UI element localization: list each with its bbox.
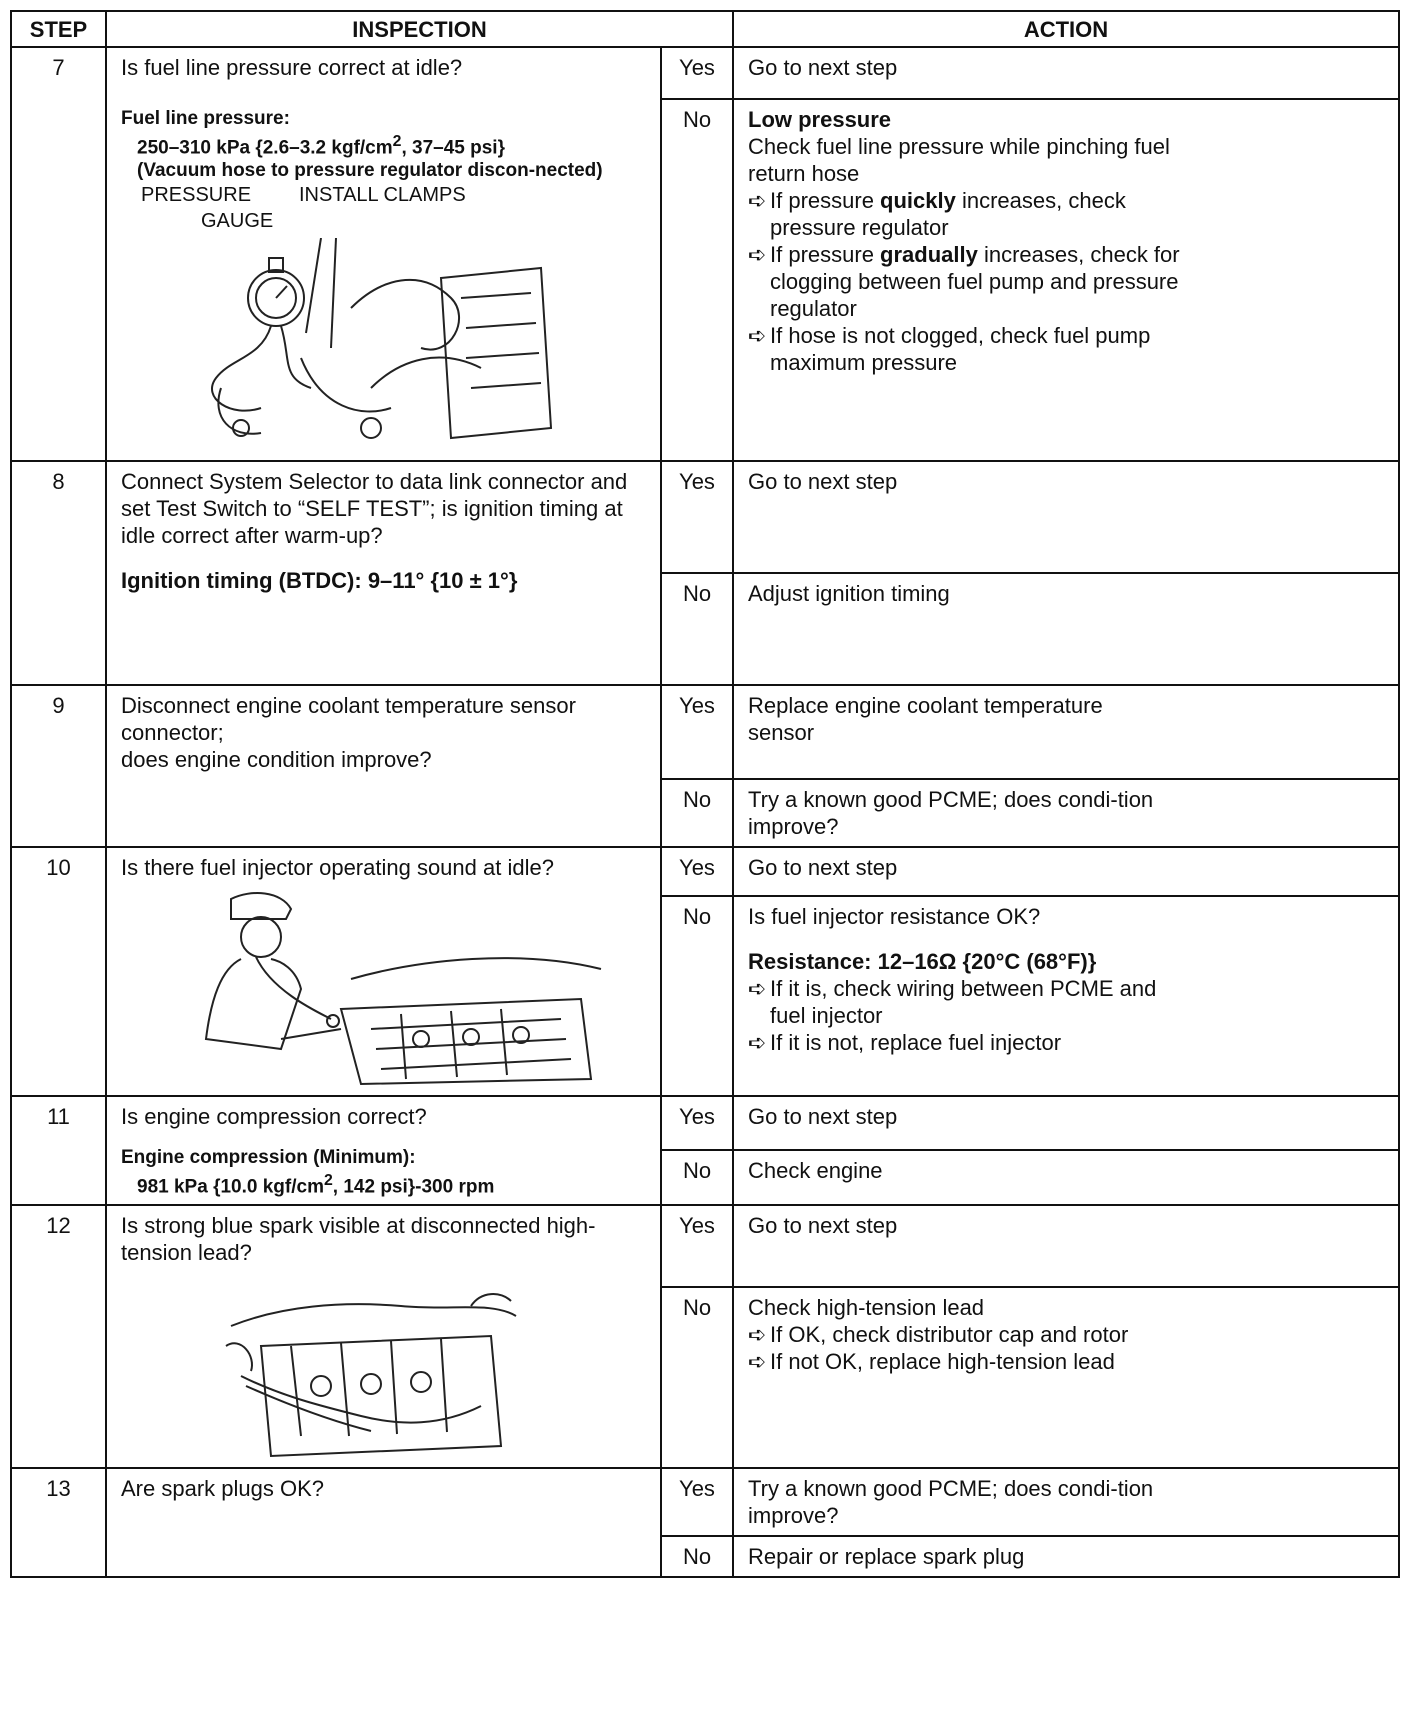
no-label: No: [661, 573, 733, 685]
step-question-2: does engine condition improve?: [121, 747, 432, 772]
action-text: Check fuel line pressure while pinching fuel return hose: [748, 134, 1170, 187]
step-12-yes-action: Go to next step: [733, 1205, 1399, 1287]
action-heading: Low pressure: [748, 107, 892, 133]
step-number: 7: [11, 47, 106, 461]
step-7-inspection: [106, 47, 661, 461]
bullet: ➪ If not OK, replace high-tension lead: [748, 1349, 1115, 1375]
bullet: ➪ If hose is not clogged, check fuel pump maximum pressure: [748, 323, 1151, 376]
step-10-inspection: [106, 847, 661, 1096]
step-8-inspection: [106, 461, 661, 685]
label-pressure: PRESSURE: [141, 184, 252, 207]
spark-lead-illustration: [221, 1286, 521, 1461]
mechanic-stethoscope-illustration: [161, 889, 621, 1089]
step-12-no-action: [733, 1287, 1399, 1468]
yes-label: Yes: [661, 847, 733, 896]
arrow-icon: ➪: [748, 323, 767, 349]
step-8-yes-row: [11, 461, 1399, 573]
spec-block: [121, 1146, 646, 1198]
step-question: Is there fuel injector operating sound at idle?: [121, 855, 554, 880]
bullet: ➪ If it is not, replace fuel injector: [748, 1030, 1062, 1056]
arrow-icon: ➪: [748, 188, 767, 214]
step-number: 12: [11, 1205, 106, 1468]
step-number: 8: [11, 461, 106, 685]
step-13-yes-action: Try a known good PCME; does condi-tion improve?: [733, 1468, 1399, 1536]
step-11-yes-action: Go to next step: [733, 1096, 1399, 1150]
yes-label: Yes: [661, 1205, 733, 1287]
step-number: 13: [11, 1468, 106, 1577]
step-question: Is fuel line pressure correct at idle?: [121, 55, 463, 80]
step-number: 11: [11, 1096, 106, 1205]
arrow-icon: ➪: [748, 242, 767, 268]
label-gauge: GAUGE: [201, 210, 274, 233]
spec-value: 981 kPa {10.0 kgf/$cm^2$, 142 psi}-300 rpm: [137, 1172, 495, 1198]
step-7-yes-action: Go to next step: [733, 47, 1399, 99]
spec-value: Resistance: 12–16Ω {20°C (68°F)}: [748, 949, 1097, 975]
bullet: ➪ If pressure gradually increases, check for clogging between fuel pump and pressure regulator: [748, 242, 1180, 322]
step-11-inspection: [106, 1096, 661, 1205]
step-number: 9: [11, 685, 106, 847]
step-9-no-action: Try a known good PCME; does condi-tion improve?: [733, 779, 1399, 847]
step-7-no-action: [733, 99, 1399, 461]
yes-label: Yes: [661, 461, 733, 573]
arrow-icon: ➪: [748, 976, 767, 1002]
step-10-no-action: [733, 896, 1399, 1096]
spec-value: 250–310 kPa {2.6–3.2 kgf/$cm^2$, 37–45 psi}: [137, 133, 505, 159]
step-11-no-action: Check engine: [733, 1150, 1399, 1205]
yes-label: Yes: [661, 685, 733, 779]
step-number: 10: [11, 847, 106, 1096]
step-12-inspection: [106, 1205, 661, 1468]
arrow-icon: ➪: [748, 1349, 767, 1375]
header-inspection: INSPECTION: [106, 11, 733, 47]
step-11-yes-row: [11, 1096, 1399, 1150]
troubleshooting-table: [10, 10, 1400, 1578]
label-install-clamps: INSTALL CLAMPS: [299, 184, 466, 207]
yes-label: Yes: [661, 1468, 733, 1536]
step-7-yes-row: [11, 47, 1399, 99]
action-text: Check high-tension lead: [748, 1295, 985, 1321]
no-label: No: [661, 896, 733, 1096]
action-text: Is fuel injector resistance OK?: [748, 904, 1041, 930]
header-action: ACTION: [733, 11, 1399, 47]
step-question: Is engine compression correct?: [121, 1104, 427, 1129]
spec-block: [121, 107, 646, 182]
arrow-icon: ➪: [748, 1030, 767, 1056]
header-row: [11, 11, 1399, 47]
step-12-yes-row: [11, 1205, 1399, 1287]
step-13-no-action: Repair or replace spark plug: [733, 1536, 1399, 1577]
action-bullets: [748, 975, 1168, 1056]
step-9-yes-row: [11, 685, 1399, 779]
yes-label: Yes: [661, 47, 733, 99]
spec-title: Engine compression (Minimum):: [121, 1147, 416, 1168]
step-13-inspection: [106, 1468, 661, 1577]
action-bullets: [748, 1321, 1384, 1375]
fuel-pressure-gauge-illustration: [121, 238, 561, 448]
bullet: ➪ If pressure quickly increases, check pressure regulator: [748, 188, 1126, 241]
yes-label: Yes: [661, 1096, 733, 1150]
no-label: No: [661, 99, 733, 461]
step-10-yes-row: [11, 847, 1399, 896]
arrow-icon: ➪: [748, 1322, 767, 1348]
step-question: Are spark plugs OK?: [121, 1476, 324, 1502]
step-question: Disconnect engine coolant temperature sensor connector;: [121, 693, 576, 745]
bullet: ➪ If it is, check wiring between PCME and fuel injector: [748, 976, 1157, 1029]
step-question: Connect System Selector to data link connector and set Test Switch to “SELF TEST”; is ignition timing at idle correct after warm-up?: [121, 469, 628, 548]
spec-title: Fuel line pressure:: [121, 108, 290, 129]
figure-labels: [121, 182, 646, 238]
action-bullets: [748, 187, 1188, 376]
step-9-inspection: [106, 685, 661, 847]
step-9-yes-action: Replace engine coolant temperature sensor: [733, 685, 1399, 779]
no-label: No: [661, 1536, 733, 1577]
no-label: No: [661, 1287, 733, 1468]
header-step: STEP: [11, 11, 106, 47]
step-question: Is strong blue spark visible at disconnected high-tension lead?: [121, 1213, 596, 1266]
step-8-yes-action: Go to next step: [733, 461, 1399, 573]
spec-note: (Vacuum hose to pressure regulator discon-nected): [137, 160, 603, 182]
no-label: No: [661, 779, 733, 847]
step-10-yes-action: Go to next step: [733, 847, 1399, 896]
step-13-yes-row: [11, 1468, 1399, 1536]
no-label: No: [661, 1150, 733, 1205]
spec-value: Ignition timing (BTDC): 9–11° {10 ± 1°}: [121, 568, 518, 593]
step-8-no-action: Adjust ignition timing: [733, 573, 1399, 685]
bullet: ➪ If OK, check distributor cap and rotor: [748, 1322, 1129, 1348]
